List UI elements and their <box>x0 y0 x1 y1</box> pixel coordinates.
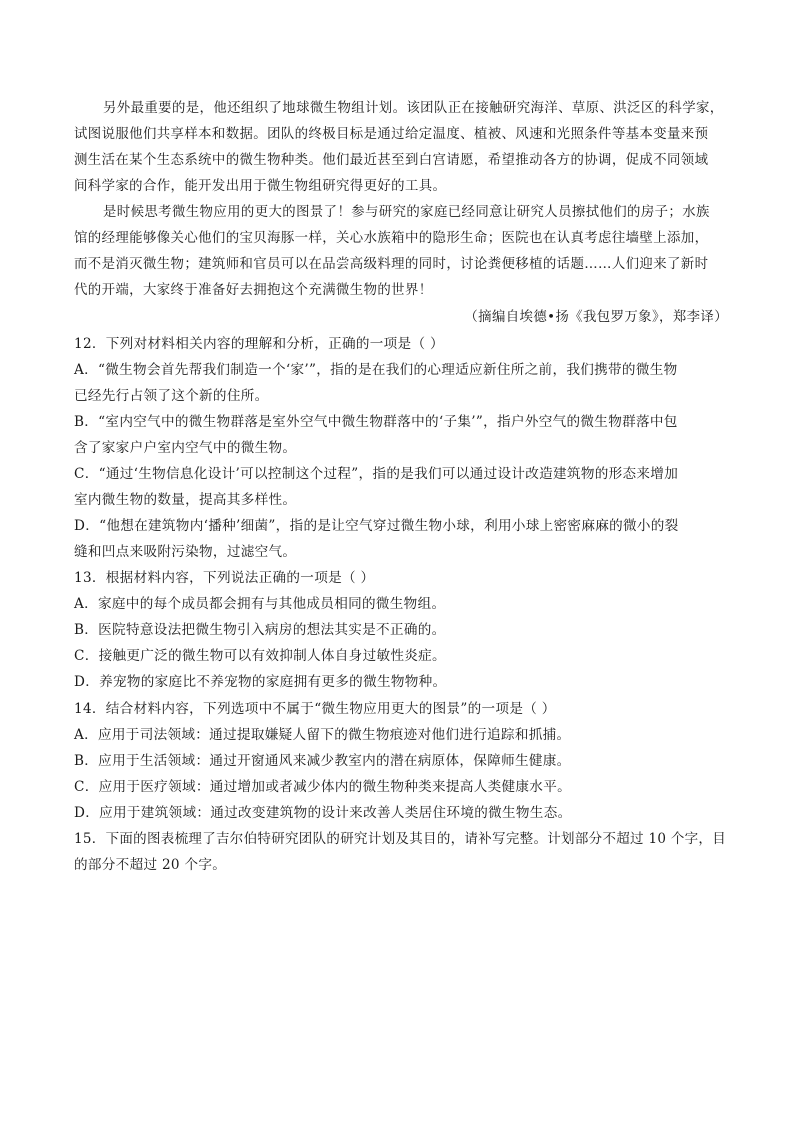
question-12-option-c-cont: 室内微生物的数量，提高其多样性。 <box>74 492 297 508</box>
question-12-option-d: D．“他想在建筑物内‘播种’细菌”，指的是让空气穿过微生物小球，利用小球上密密麻麻的微小的裂 <box>74 518 679 534</box>
question-14-option-d: D．应用于建筑领域：通过改变建筑物的设计来改善人类居住环境的微生物生态。 <box>74 805 572 821</box>
question-14-stem: 14．结合材料内容，下列选项中不属于“微生物应用更大的图景”的一项是（ ） <box>74 701 556 717</box>
passage-line: 另外最重要的是，他还组织了地球微生物组计划。该团队正在接触研究海洋、草原、洪泛区的科学家， <box>103 101 724 116</box>
question-15-stem-cont: 的部分不超过 20 个字。 <box>74 857 227 873</box>
question-15-stem: 15．下面的图表梳理了吉尔伯特研究团队的研究计划及其目的，请补写完整。计划部分不超过 10 个字，目 <box>74 831 727 847</box>
question-13-option-d: D．养宠物的家庭比不养宠物的家庭拥有更多的微生物物种。 <box>74 674 447 690</box>
question-12-option-c: C．“通过‘生物信息化设计’可以控制这个过程”，指的是我们可以通过设计改造建筑物的形态来增加 <box>74 466 679 482</box>
question-14-option-c: C．应用于医疗领域：通过增加或者减少体内的微生物种类来提高人类健康水平。 <box>74 779 571 795</box>
question-12-option-b-cont: 含了家家户户室内空气中的微生物。 <box>74 440 297 456</box>
passage-line: 测生活在某个生态系统中的微生物种类。他们最近甚至到白宫请愿，希望推动各方的协调，促成不同领域 <box>74 153 709 168</box>
question-12-option-a-cont: 已经先行占领了这个新的住所。 <box>74 388 269 404</box>
question-13-option-b: B．医院特意设法把微生物引入病房的想法其实是不正确的。 <box>74 622 446 638</box>
passage-line: 而不是消灭微生物；建筑师和官员可以在品尝高级料理的同时，讨论粪便移植的话题……人们迎来了新时 <box>74 257 709 272</box>
question-13-stem: 13．根据材料内容，下列说法正确的一项是（ ） <box>74 570 375 586</box>
question-14-option-a: A．应用于司法领域：通过提取嫌疑人留下的微生物痕迹对他们进行追踪和抓捕。 <box>74 727 571 743</box>
question-12-option-d-cont: 缝和凹点来吸附污染物，过滤空气。 <box>74 544 297 560</box>
question-13-option-a: A．家庭中的每个成员都会拥有与其他成员相同的微生物组。 <box>74 596 446 612</box>
passage-line: 试图说服他们共享样本和数据。团队的终极目标是通过给定温度、植被、风速和光照条件等基本变量来预 <box>74 127 709 142</box>
passage-line: 馆的经理能够像关心他们的宝贝海豚一样，关心水族箱中的隐形生命；医院也在认真考虑往墙壁上添加， <box>74 231 709 246</box>
question-12-option-b: B．“室内空气中的微生物群落是室外空气中微生物群落中的‘子集’”，指户外空气的微生物群落中包 <box>74 414 678 430</box>
question-13-option-c: C．接触更广泛的微生物可以有效抑制人体自身过敏性炎症。 <box>74 648 446 664</box>
passage-line: 是时候思考微生物应用的更大的图景了！参与研究的家庭已经同意让研究人员擦拭他们的房子；水族 <box>103 205 710 220</box>
question-14-option-b: B．应用于生活领域：通过开窗通风来减少教室内的潜在病原体，保障师生健康。 <box>74 753 571 769</box>
question-12-option-a: A．“微生物会首先帮我们制造一个‘家’”，指的是在我们的心理适应新住所之前，我们携带的微生物 <box>74 362 678 378</box>
passage-line: 代的开端，大家终于准备好去拥抱这个充满微生物的世界！ <box>74 283 433 298</box>
passage-line: 间科学家的合作，能开发出用于微生物组研究得更好的工具。 <box>74 179 447 194</box>
question-12-stem: 12．下列对材料相关内容的理解和分析，正确的一项是（ ） <box>74 336 444 352</box>
passage-source: （摘编自埃德•扬《我包罗万象》，郑李译） <box>464 310 728 325</box>
